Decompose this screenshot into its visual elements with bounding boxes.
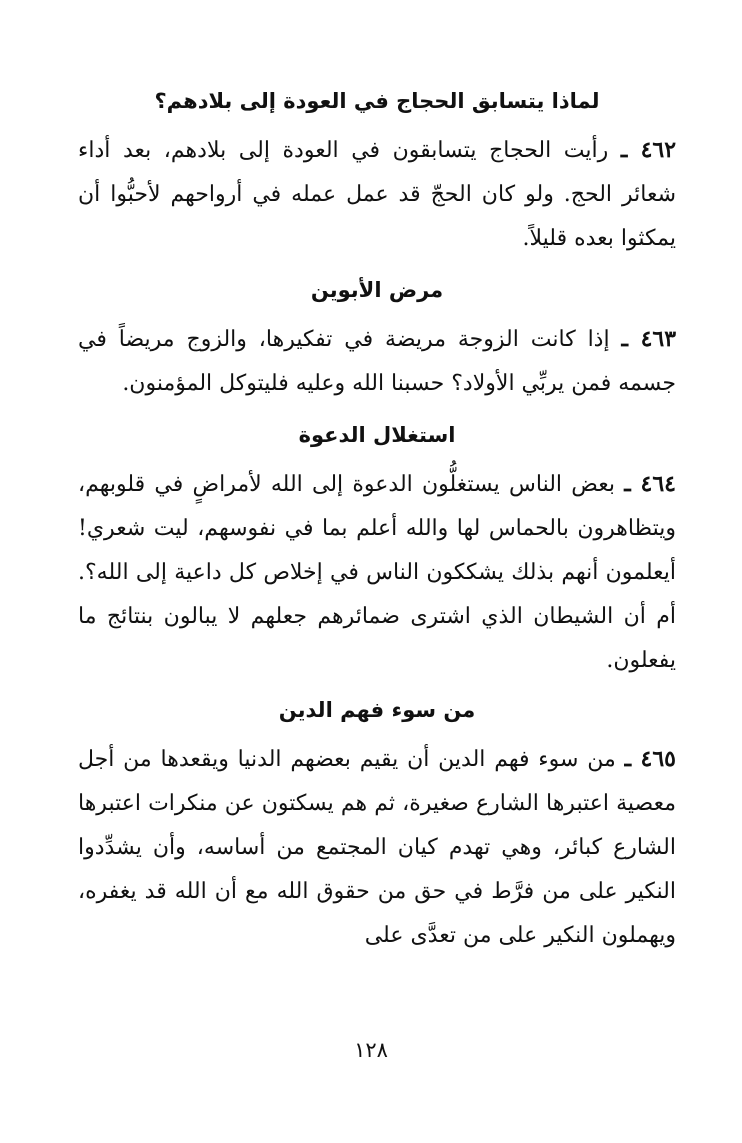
paragraph-463 — [78, 317, 676, 406]
paragraph-text-464: بعض الناس يستغلُّون الدعوة إلى الله لأمراضٍ في قلوبهم، ويتظاهرون بالحماس لها والله أعلم بما في نفوسهم، ليت شعري! أيعلمون أنهم بذلك يشككون الناس في إخلاص كل داعية إلى الله؟. أم أن الشيطان الذي اشترى ضمائرهم جعلهم لا يبالون بنتائج ما يفعلون. — [78, 472, 676, 673]
paragraph-465 — [78, 737, 676, 958]
paragraph-number-465: ٤٦٥ ـ — [624, 746, 676, 772]
paragraph-number-463: ٤٦٣ ـ — [621, 326, 677, 352]
paragraph-462 — [78, 128, 676, 261]
page-number: ١٢٨ — [354, 1038, 388, 1062]
section-heading-exploiting-dawah: استغلال الدعوة — [298, 423, 456, 447]
section-heading-misunderstanding-religion: من سوء فهم الدين — [278, 698, 476, 722]
section-heading-parents-illness: مرض الأبوين — [310, 278, 444, 302]
page-body — [78, 78, 676, 958]
paragraph-text-462: رأيت الحجاج يتسابقون في العودة إلى بلادهم، بعد أداء شعائر الحج. ولو كان الحجّ قد عمل عمله في أرواحهم لأحبُّوا أن يمكثوا بعده قليلاً. — [78, 138, 677, 251]
paragraph-number-462: ٤٦٢ ـ — [620, 137, 677, 163]
paragraph-text-463: إذا كانت الزوجة مريضة في تفكيرها، والزوج مريضاً في جسمه فمن يربِّي الأولاد؟ حسبنا الله وعليه فليتوكل المؤمنون. — [78, 327, 676, 396]
paragraph-464 — [78, 462, 676, 683]
paragraph-number-464: ٤٦٤ ـ — [624, 471, 676, 497]
paragraph-text-465: من سوء فهم الدين أن يقيم بعضهم الدنيا ويقعدها من أجل معصية اعتبرها الشارع صغيرة، ثم هم يسكتون عن منكرات اعتبرها الشارع كبائر، وهي تهدم كيان المجتمع من أساسه، وأن يشدِّدوا النكير على من فرَّط في حق من حقوق الله مع أن الله قد يغفره، ويهملون النكير على من تعدَّى على — [78, 747, 676, 948]
section-heading-hajj: لماذا يتسابق الحجاج في العودة إلى بلادهم؟ — [154, 89, 600, 113]
